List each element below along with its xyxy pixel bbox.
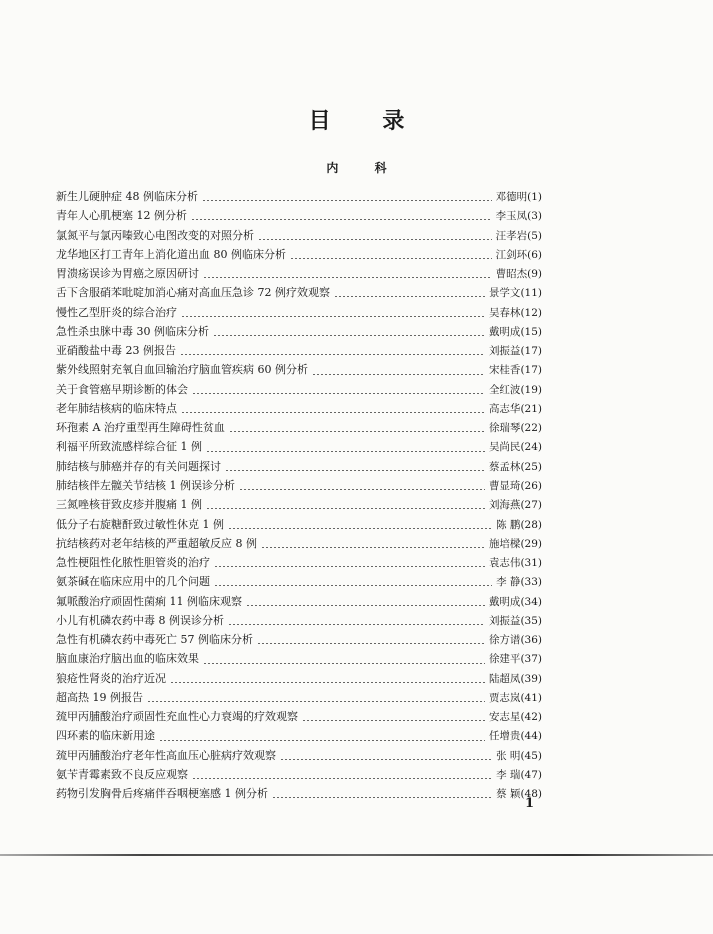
- page-number: 1: [525, 796, 535, 811]
- toc-entry-page: (21): [520, 402, 542, 415]
- dot-leader: [159, 740, 485, 741]
- toc-entry-title: 抗结核药对老年结核的严重超敏反应 8 例: [56, 536, 257, 550]
- toc-entry[interactable]: [56, 361, 542, 380]
- toc-entry-author: 吴尚民: [488, 441, 521, 454]
- toc-entry[interactable]: [56, 573, 542, 592]
- toc-entry-page: (28): [520, 518, 542, 531]
- toc-entry-title: 急性有机磷农药中毒死亡 57 例临床分析: [56, 633, 253, 647]
- toc-entry-page: (44): [520, 730, 542, 743]
- toc-entry[interactable]: [56, 227, 542, 246]
- toc-entry-title: 紫外线照射充氧自血回输治疗脑血管疾病 60 例分析: [56, 363, 308, 377]
- toc-entry-author: 徐建平: [488, 653, 521, 666]
- dot-leader: [272, 797, 492, 798]
- dot-leader: [261, 547, 485, 548]
- dot-leader: [147, 701, 485, 702]
- toc-entry-title: 脑血康治疗脑出血的临床效果: [56, 652, 199, 666]
- toc-entry-page: (5): [527, 229, 542, 242]
- toc-entry-title: 肺结核与肺癌并存的有关问题探讨: [56, 459, 221, 473]
- dot-leader: [257, 643, 485, 644]
- toc-entry-author: 刘振益: [488, 345, 521, 358]
- dot-leader: [334, 296, 485, 297]
- toc-entry-page: (45): [520, 749, 542, 762]
- toc-entry-title: 利福平所致流感样综合征 1 例: [56, 440, 202, 454]
- toc-entry-page: (12): [520, 306, 542, 319]
- dot-leader: [206, 508, 485, 509]
- toc-entry-page: (6): [527, 248, 542, 261]
- toc-entry-title: 氟哌酸治疗顽固性菌痢 11 例临床观察: [56, 594, 242, 608]
- toc-entry[interactable]: [56, 342, 542, 361]
- toc-entry-author: 徐瑞琴: [488, 422, 521, 435]
- toc-entry[interactable]: [56, 188, 542, 207]
- toc-entry-page: (11): [520, 287, 542, 300]
- toc-entry-page: (22): [520, 422, 542, 435]
- toc-entry-author: 景学文: [488, 287, 521, 300]
- toc-entry-author: 曹昭杰: [495, 268, 528, 281]
- toc-entry[interactable]: [56, 419, 542, 438]
- toc-entry[interactable]: [56, 650, 542, 669]
- toc-entry[interactable]: [56, 612, 542, 631]
- toc-entry[interactable]: [56, 535, 542, 554]
- toc-entry-author: 安志星: [488, 711, 521, 724]
- toc-entry-page: (15): [520, 325, 542, 338]
- toc-entry[interactable]: [56, 747, 542, 766]
- toc-entry-title: 青年人心肌梗塞 12 例分析: [56, 209, 187, 223]
- toc-entry[interactable]: [56, 458, 542, 477]
- dot-leader: [192, 393, 485, 394]
- toc-entry-page: (9): [527, 268, 542, 281]
- toc-entry-title: 胃溃疡误诊为胃癌之原因研讨: [56, 267, 199, 281]
- toc-entry-title: 关于食管癌早期诊断的体会: [56, 382, 188, 396]
- dot-leader: [203, 277, 492, 278]
- toc-entry-author: 徐方谱: [488, 634, 521, 647]
- toc-entry-author: 江剑环: [495, 248, 528, 261]
- toc-entry-author: 邓德明: [495, 191, 528, 203]
- toc-entry[interactable]: [56, 438, 542, 457]
- dot-leader: [258, 239, 492, 240]
- dot-leader: [203, 663, 485, 664]
- toc-entry-author: 高志华: [488, 402, 521, 415]
- toc-entry-author: 刘海燕: [488, 499, 521, 512]
- toc-entry-author: 贾志岚: [488, 691, 521, 704]
- dot-leader: [214, 566, 485, 567]
- toc-entry-title: 环孢素 A 治疗重型再生障碍性贫血: [56, 421, 225, 435]
- toc-entry-page: (26): [520, 479, 542, 492]
- toc-entry[interactable]: [56, 477, 542, 496]
- toc-entry-author: 任增贵: [488, 730, 521, 743]
- toc-entry-title: 药物引发胸骨后疼痛伴吞咽梗塞感 1 例分析: [56, 787, 268, 801]
- toc-entry-page: (37): [520, 653, 542, 666]
- toc-entry[interactable]: [56, 727, 542, 746]
- toc-entry[interactable]: [56, 304, 542, 323]
- toc-entry-page: (17): [520, 345, 542, 358]
- dot-leader: [214, 585, 492, 586]
- toc-entry[interactable]: [56, 593, 542, 612]
- toc-entry-title: 舌下含服硝苯吡啶加消心痛对高血压急诊 72 例疗效观察: [56, 286, 330, 300]
- toc-entry-author: 陈 鹏: [496, 518, 521, 531]
- toc-entry-author: 吴春林: [488, 306, 521, 319]
- toc-entry[interactable]: [56, 496, 542, 515]
- toc-entry[interactable]: [56, 265, 542, 284]
- dot-leader: [181, 412, 485, 413]
- toc-entry[interactable]: [56, 246, 542, 265]
- toc-entry-author: 李玉凤: [495, 210, 528, 223]
- toc-entry-page: (19): [520, 383, 542, 396]
- toc-entry-title: 氨茶碱在临床应用中的几个问题: [56, 575, 210, 589]
- toc-entry-page: (3): [527, 210, 542, 223]
- toc-entry-title: 四环素的临床新用途: [56, 729, 155, 743]
- toc-entry[interactable]: [56, 284, 542, 303]
- toc-entry-title: 肺结核伴左髋关节结核 1 例误诊分析: [56, 478, 235, 492]
- toc-entry-page: (1): [527, 191, 542, 203]
- dot-leader: [302, 720, 485, 721]
- toc-entry-title: 小儿有机磷农药中毒 8 例误诊分析: [56, 613, 224, 627]
- toc-entry[interactable]: [56, 381, 542, 400]
- toc-entry-author: 蔡 颖: [496, 788, 521, 801]
- dot-leader: [213, 335, 485, 336]
- toc-entry-page: (24): [520, 441, 542, 454]
- dot-leader: [170, 682, 485, 683]
- dot-leader: [206, 451, 485, 452]
- dot-leader: [280, 759, 492, 760]
- toc-entry-page: (33): [520, 576, 542, 589]
- toc-entry-author: 戴明成: [488, 325, 521, 338]
- toc-entry-page: (42): [520, 711, 542, 724]
- dot-leader: [225, 470, 485, 471]
- toc-entry[interactable]: [56, 516, 542, 535]
- toc-entry-author: 张 明: [496, 749, 521, 762]
- toc-entry-title: 三氮唑核苷致皮疹并腹痛 1 例: [56, 498, 202, 512]
- toc-entry-title: 急性杀虫脒中毒 30 例临床分析: [56, 324, 209, 338]
- dot-leader: [202, 200, 492, 201]
- toc-entry-title: 狼疮性肾炎的治疗近况: [56, 671, 166, 685]
- toc-entry-page: (39): [520, 672, 542, 685]
- toc-entry[interactable]: [56, 323, 542, 342]
- toc-entry-page: (41): [520, 691, 542, 704]
- dot-leader: [180, 354, 485, 355]
- toc-entry-page: (36): [520, 634, 542, 647]
- page-title: 目 录: [308, 108, 427, 134]
- toc-entry-page: (47): [520, 768, 542, 781]
- toc-entry-author: 全红波: [488, 383, 521, 396]
- toc-entry-author: 蔡孟林: [488, 460, 521, 473]
- toc-entry-page: (27): [520, 499, 542, 512]
- toc-entry-title: 氨苄青霉素致不良反应观察: [56, 767, 188, 781]
- toc-entry-title: 急性梗阻性化脓性胆管炎的治疗: [56, 556, 210, 570]
- dot-leader: [290, 258, 492, 259]
- toc-entry-page: (25): [520, 460, 542, 473]
- toc-entry-author: 陆超凤: [488, 672, 521, 685]
- toc-entry[interactable]: [56, 689, 542, 708]
- toc-entry-page: (17): [520, 364, 542, 377]
- toc-entry-page: (31): [520, 557, 542, 570]
- section-heading: 内 科: [326, 161, 403, 175]
- toc-entry-page: (34): [520, 595, 542, 608]
- dot-leader: [239, 489, 485, 490]
- toc-entry[interactable]: [56, 400, 542, 419]
- toc-entry-author: 施培樑: [488, 537, 521, 550]
- toc-entry-author: 宋桂香: [488, 364, 521, 377]
- toc-entry[interactable]: [56, 785, 542, 804]
- toc-entry-title: 亚硝酸盐中毒 23 例报告: [56, 344, 176, 358]
- toc-entry-title: 巯甲丙脯酸治疗老年性高血压心脏病疗效观察: [56, 748, 276, 762]
- toc-entry[interactable]: [56, 207, 542, 226]
- dot-leader: [181, 316, 485, 317]
- dot-leader: [192, 778, 492, 779]
- dot-leader: [228, 528, 492, 529]
- toc-entry-author: 汪孝岩: [495, 229, 528, 242]
- toc-entry-title: 低分子右旋糖酐致过敏性休克 1 例: [56, 517, 224, 531]
- toc-entry-author: 戴明成: [488, 595, 521, 608]
- toc-entry-author: 李 瑞: [496, 768, 521, 781]
- toc-entry[interactable]: [56, 554, 542, 573]
- dot-leader: [229, 431, 485, 432]
- table-of-contents: [56, 188, 542, 805]
- toc-entry-author: 刘振益: [488, 614, 521, 627]
- dot-leader: [246, 605, 485, 606]
- toc-entry-author: 袁志伟: [488, 557, 521, 570]
- toc-entry[interactable]: [56, 670, 542, 689]
- dot-leader: [191, 219, 492, 220]
- toc-entry[interactable]: [56, 708, 542, 727]
- toc-entry-title: 新生儿硬肿症 48 例临床分析: [56, 190, 198, 203]
- toc-entry-title: 氯氮平与氯丙嗪致心电图改变的对照分析: [56, 228, 254, 242]
- toc-entry-title: 老年肺结核病的临床特点: [56, 401, 177, 415]
- toc-entry-page: (35): [520, 614, 542, 627]
- toc-entry-page: (29): [520, 537, 542, 550]
- toc-entry-title: 巯甲丙脯酸治疗顽固性充血性心力衰竭的疗效观察: [56, 710, 298, 724]
- dot-leader: [312, 374, 485, 375]
- toc-entry[interactable]: [56, 766, 542, 785]
- toc-entry[interactable]: [56, 631, 542, 650]
- bottom-rule: [0, 854, 713, 856]
- toc-entry-author: 李 静: [496, 576, 521, 589]
- toc-entry-page: (48): [520, 788, 542, 801]
- toc-entry-title: 超高热 19 例报告: [56, 690, 143, 704]
- toc-entry-title: 慢性乙型肝炎的综合治疗: [56, 305, 177, 319]
- dot-leader: [228, 624, 485, 625]
- toc-entry-title: 龙华地区打工青年上消化道出血 80 例临床分析: [56, 247, 286, 261]
- toc-entry-author: 曹显琦: [488, 479, 521, 492]
